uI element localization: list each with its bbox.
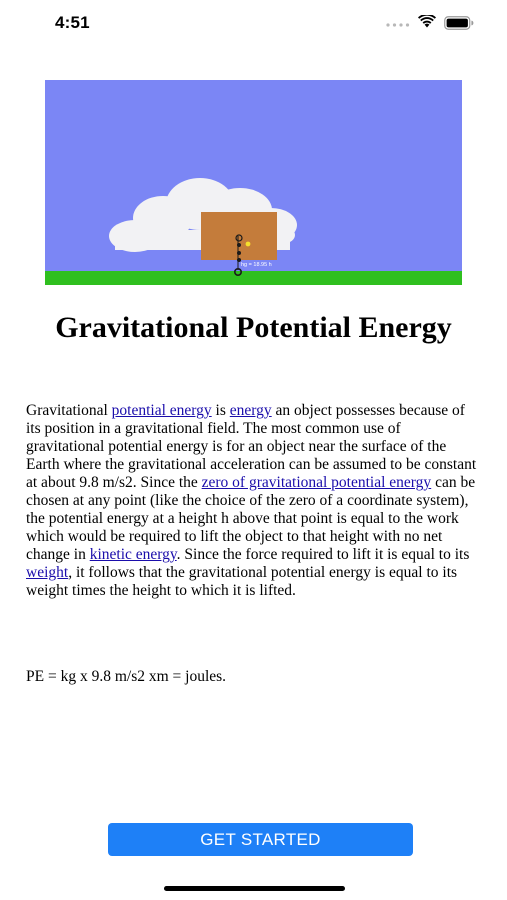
description-segment: Gravitational xyxy=(26,402,112,419)
battery-icon xyxy=(444,16,474,30)
ground xyxy=(45,271,462,285)
description-segment: , it follows that the gravitational potential energy is equal to its weight times the height to which it is lifted. xyxy=(26,564,458,599)
description-text xyxy=(26,402,481,600)
term-link[interactable]: zero of gravitational potential energy xyxy=(201,474,432,491)
term-link[interactable]: potential energy xyxy=(111,402,212,419)
description-segment: . Since the force required to lift it is equal to its xyxy=(176,546,470,563)
status-bar xyxy=(0,0,507,46)
term-link[interactable]: weight xyxy=(26,564,69,581)
height-readout: hg = 18.95 h xyxy=(241,262,272,268)
formula-text: PE = kg x 9.8 m/s2 xm = joules. xyxy=(26,668,227,685)
get-started-button[interactable]: GET STARTED xyxy=(108,823,413,856)
home-indicator[interactable] xyxy=(164,886,345,891)
description-segment: is xyxy=(211,402,230,419)
wifi-icon xyxy=(418,15,436,28)
cellular-signal-icon xyxy=(385,22,411,28)
page-title: Gravitational Potential Energy xyxy=(55,311,452,344)
status-time: 4:51 xyxy=(55,13,90,32)
description-segment: an object possesses because of its position in a gravitational field. The most common use of gravitational potential energy is for an object near the surface of the Earth where the gravitational acceleration can be assumed to be constant at about 9.8 m/s2. Since the xyxy=(26,402,477,491)
description-segment: can be chosen at any point (like the choice of the zero of a coordinate system), the potential energy at a height h above that point is equal to the work which would be required to lift the object to that height with no net change in xyxy=(26,474,476,563)
simulation-preview[interactable] xyxy=(45,80,462,285)
term-link[interactable]: kinetic energy xyxy=(89,546,177,563)
term-link[interactable]: energy xyxy=(229,402,272,419)
